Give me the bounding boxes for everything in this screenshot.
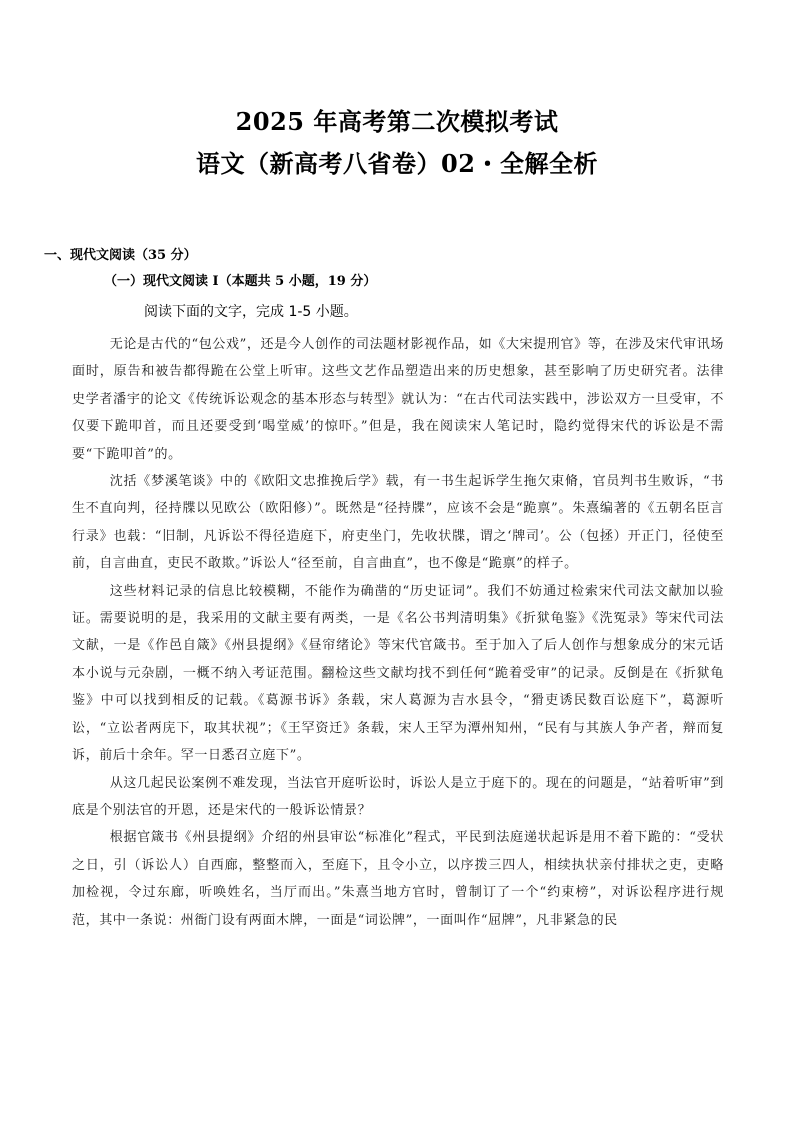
section-heading: 一、现代文阅读（35 分） <box>44 248 197 263</box>
passage-paragraph: 根据官箴书《州县提纲》介绍的州县审讼“标准化”程式，平民到法庭递状起诉是用不着下跪的：“受状之日，引（诉讼人）自西廊，整整而入，至庭下，且令小立，以序拨三四人，相续执状亲付排状之吏，吏略加检视，令过东廊，听唤姓名，当厅而出。”朱熹当地方官时，曾制订了一个“约束榜”，对诉讼程序进行规范，其中一条说：州衙门设有两面木牌，一面是“词讼牌”，一面叫作“屈牌”，凡非紧急的民 <box>72 830 724 928</box>
document-subtitle: 语文（新高考八省卷）02・全解全析 <box>196 149 598 178</box>
passage-paragraph: 这些材料记录的信息比较模糊，不能作为确凿的“历史证词”。我们不妨通过检索宋代司法文献加以验证。需要说明的是，我采用的文献主要有两类，一是《名公书判清明集》《折狱龟鉴》《洗冤录》等宋代司法文献，一是《作邑自箴》《州县提纲》《昼帘绪论》等宋代官箴书。至于加入了后人创作与想象成分的宋元话本小说与元杂剧，一概不纳入考证范围。翻检这些文献均找不到任何“跪着受审”的记录。反倒是在《折狱龟鉴》中可以找到相反的记载。《葛源书诉》条载，宋人葛源为吉水县令，“猾吏诱民数百讼庭下”，葛源听讼，“立讼者两庑下，取其状视”；《王罕资迁》条载，宋人王罕为潭州知州，“民有与其族人争产者，辩而复诉，前后十余年。罕一日悉召立庭下”。 <box>72 583 724 764</box>
passage-paragraph: 从这几起民讼案例不难发现，当法官开庭听讼时，诉讼人是立于庭下的。现在的问题是，“站着听审”到底是个别法官的开恩，还是宋代的一般诉讼情景？ <box>72 775 724 818</box>
reading-instruction: 阅读下面的文字，完成 1-5 小题。 <box>144 304 358 320</box>
subsection-heading: （一）现代文阅读 I（本题共 5 小题，19 分） <box>104 274 377 289</box>
passage-paragraph: 沈括《梦溪笔谈》中的《欧阳文忠推挽后学》载，有一书生起诉学生拖欠束脩，官员判书生败诉，“书生不直向判，径持牒以见欧公（欧阳修）”。既然是“径持牒”，应该不会是“跪禀”。朱熹编著的《五朝名臣言行录》也载：“旧制，凡诉讼不得径造庭下，府吏坐门，先收状牒，谓之‘牌司’。公（包拯）开正门，径使至前，自言曲直，吏民不敢欺。”诉讼人“径至前，自言曲直”，也不像是“跪禀”的样子。 <box>72 474 724 572</box>
passage-paragraph: 无论是古代的“包公戏”，还是今人创作的司法题材影视作品，如《大宋提刑官》等，在涉及宋代审讯场面时，原告和被告都得跪在公堂上听审。这些文艺作品塑造出来的历史想象，甚至影响了历史研究者。法律史学者潘宇的论文《传统诉讼观念的基本形态与转型》就认为：“在古代司法实践中，涉讼双方一旦受审，不仅要下跪叩首，而且还要受到‘喝堂威’的惊吓。”但是，我在阅读宋人笔记时，隐约觉得宋代的诉讼是不需要“下跪叩首”的。 <box>72 337 724 462</box>
reading-passage <box>72 331 724 934</box>
document-title: 2025 年高考第二次模拟考试 <box>235 107 559 136</box>
